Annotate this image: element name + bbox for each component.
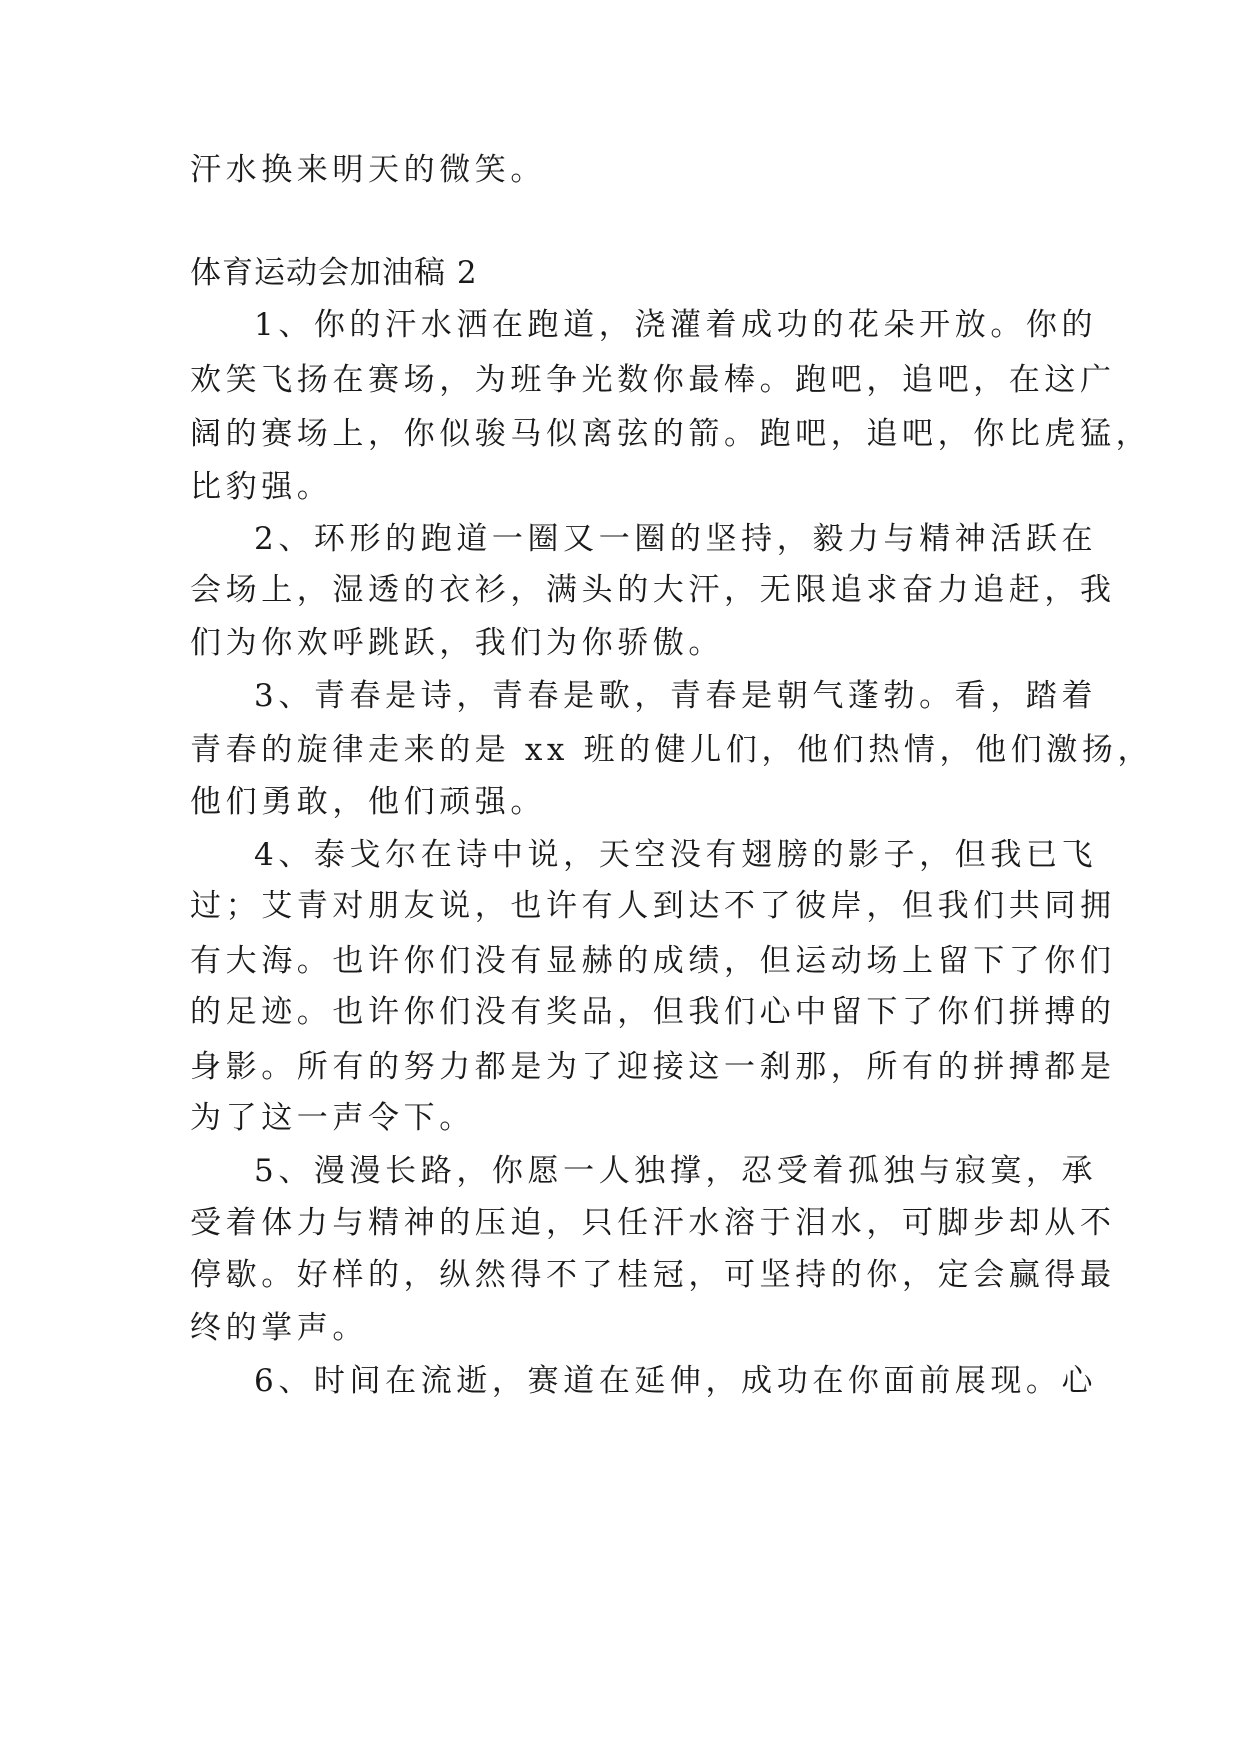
section-title: 体育运动会加油稿 2: [190, 255, 478, 291]
paragraph-1-line-2: 欢笑飞扬在赛场，为班争光数你最棒。跑吧，追吧，在这广: [190, 362, 1116, 398]
paragraph-4-line-4: 的足迹。也许你们没有奖品，但我们心中留下了你们拼搏的: [190, 994, 1116, 1030]
paragraph-4-line-6: 为了这一声令下。: [190, 1100, 475, 1136]
paragraph-4-line-5: 身影。所有的努力都是为了迎接这一刹那，所有的拼搏都是: [190, 1049, 1116, 1085]
paragraph-2-line-3: 们为你欢呼跳跃，我们为你骄傲。: [190, 625, 724, 661]
paragraph-3-line-2: 青春的旋律走来的是 xx 班的健儿们，他们热情，他们激扬，: [190, 732, 1154, 768]
continuation-text: 汗水换来明天的微笑。: [190, 152, 546, 188]
paragraph-3-line-1: 3、青春是诗，青春是歌，青春是朝气蓬勃。看，踏着: [254, 678, 1098, 714]
paragraph-4-line-3: 有大海。也许你们没有显赫的成绩，但运动场上留下了你们: [190, 943, 1116, 979]
paragraph-5-line-3: 停歇。好样的，纵然得不了桂冠，可坚持的你，定会赢得最: [190, 1257, 1116, 1293]
paragraph-6-line-1: 6、时间在流逝，赛道在延伸，成功在你面前展现。心: [254, 1363, 1098, 1399]
paragraph-2-line-2: 会场上，湿透的衣衫，满头的大汗，无限追求奋力追赶，我: [190, 572, 1116, 608]
paragraph-1-line-3: 阔的赛场上，你似骏马似离弦的箭。跑吧，追吧，你比虎猛，: [190, 416, 1152, 452]
paragraph-5-line-2: 受着体力与精神的压迫，只任汗水溶于泪水，可脚步却从不: [190, 1205, 1116, 1241]
paragraph-4-line-1: 4、泰戈尔在诗中说，天空没有翅膀的影子，但我已飞: [254, 837, 1098, 873]
paragraph-1-line-1: 1、你的汗水洒在跑道，浇灌着成功的花朵开放。你的: [254, 307, 1098, 343]
paragraph-1-line-4: 比豹强。: [190, 469, 333, 505]
paragraph-3-line-3: 他们勇敢，他们顽强。: [190, 784, 546, 820]
paragraph-5-line-1: 5、漫漫长路，你愿一人独撑，忍受着孤独与寂寞，承: [254, 1153, 1098, 1189]
paragraph-2-line-1: 2、环形的跑道一圈又一圈的坚持，毅力与精神活跃在: [254, 521, 1098, 557]
paragraph-5-line-4: 终的掌声。: [190, 1310, 368, 1346]
paragraph-4-line-2: 过；艾青对朋友说，也许有人到达不了彼岸，但我们共同拥: [190, 888, 1116, 924]
